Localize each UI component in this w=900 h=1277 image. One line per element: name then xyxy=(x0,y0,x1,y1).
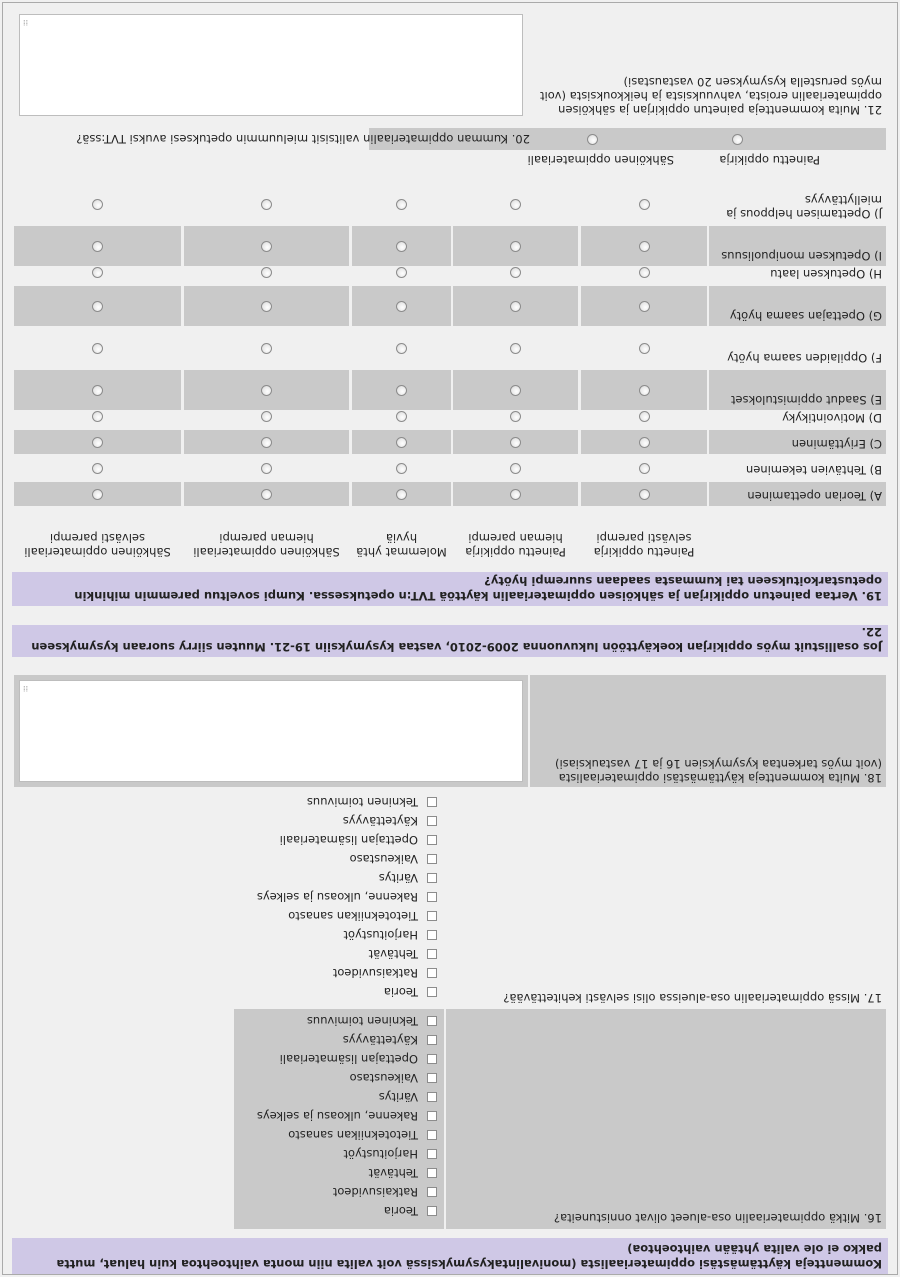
q21-comment-textarea[interactable] xyxy=(19,14,523,116)
q19-radio[interactable] xyxy=(510,343,521,354)
q17-option-label: Vaikeustaso xyxy=(349,852,418,866)
section-header xyxy=(12,1238,888,1274)
q19-radio[interactable] xyxy=(639,241,650,252)
q16-checkbox[interactable] xyxy=(427,1168,437,1178)
q17-checkbox[interactable] xyxy=(427,949,437,959)
q19-radio[interactable] xyxy=(92,199,103,210)
q16-option-label: Opettajan lisämateriaali xyxy=(279,1052,418,1066)
q16-checkbox[interactable] xyxy=(427,1187,437,1197)
q19-row-label: I) Opetuksen monipuolisuus xyxy=(721,249,882,263)
q19-radio[interactable] xyxy=(396,199,407,210)
q17-checkbox[interactable] xyxy=(427,873,437,883)
q19-column-header: Molemmat yhtä hyviä xyxy=(356,531,447,559)
q16-checkbox[interactable] xyxy=(427,1073,437,1083)
q17-option-label: Tekninen toimivuus xyxy=(306,795,418,809)
section-header-text: Kommentteja käyttämästäsi oppimateriaalista (monivalintakysymyksissä voit valita niin monta vaihtoehtoa kuin haluat, mutta pakko ei ole valita yhtään vaihtoehtoa) xyxy=(56,1242,882,1271)
q19-radio[interactable] xyxy=(92,267,103,278)
q19-radio[interactable] xyxy=(510,489,521,500)
q17-option-label: Opettajan lisämateriaali xyxy=(279,833,418,847)
q19-radio[interactable] xyxy=(92,301,103,312)
q17-checkbox[interactable] xyxy=(427,816,437,826)
q19-radio[interactable] xyxy=(261,301,272,312)
q16-option-label: Väritys xyxy=(378,1090,418,1104)
q20-radio[interactable] xyxy=(732,134,743,145)
q17-option-label: Tehtävät xyxy=(368,947,418,961)
q16-checkbox[interactable] xyxy=(427,1206,437,1216)
q16-label: 16. Mitkä oppimateriaalin osa-alueet olivat onnistuneita? xyxy=(553,1211,882,1225)
notice-bar xyxy=(12,625,888,657)
q19-row-label: A) Teorian opettaminen xyxy=(747,489,882,503)
resize-grip-icon[interactable]: ⁞⁞ xyxy=(23,18,29,27)
q19-radio[interactable] xyxy=(639,343,650,354)
q18-comment-textarea[interactable] xyxy=(19,680,523,782)
q19-label: 19. Vertaa painetun oppikirjan ja sähköisen oppimateriaalin käyttöä TVT:n opetuksessa. Kumpi soveltuu paremmin mihinkin opetustarkoitukseen tai kummasta saadaan suurempi hyöty? xyxy=(74,574,882,603)
q19-radio[interactable] xyxy=(639,199,650,210)
q19-radio[interactable] xyxy=(510,241,521,252)
q20-option-label: Sähköinen oppimateriaali xyxy=(527,153,674,167)
q19-radio[interactable] xyxy=(92,411,103,422)
q19-radio[interactable] xyxy=(396,437,407,448)
q19-radio[interactable] xyxy=(396,489,407,500)
q19-radio[interactable] xyxy=(639,489,650,500)
q16-option-label: Rakenne, ulkoasu ja selkeys xyxy=(256,1109,418,1123)
q19-row-label: C) Eriyttäminen xyxy=(791,437,882,451)
q17-option-label: Ratkaisuvideot xyxy=(332,966,418,980)
q19-radio[interactable] xyxy=(510,301,521,312)
q16-label-cell xyxy=(446,1009,886,1229)
q17-checkbox[interactable] xyxy=(427,987,437,997)
q19-radio[interactable] xyxy=(510,199,521,210)
q16-checkbox[interactable] xyxy=(427,1054,437,1064)
q17-checkbox[interactable] xyxy=(427,911,437,921)
q19-row-label: H) Opetuksen laatu xyxy=(770,267,882,281)
q20-radio[interactable] xyxy=(587,134,598,145)
q19-radio[interactable] xyxy=(639,301,650,312)
q19-radio[interactable] xyxy=(639,463,650,474)
q19-radio[interactable] xyxy=(92,385,103,396)
q17-checkbox[interactable] xyxy=(427,968,437,978)
q16-checkbox[interactable] xyxy=(427,1092,437,1102)
q19-row-label: B) Tehtävien tekeminen xyxy=(745,463,882,477)
q20-label: 20. Kumman oppimateriaalin valitsisit mieluummin opetuksesi avuksi TVT:ssä? xyxy=(76,132,530,146)
q19-radio[interactable] xyxy=(92,343,103,354)
q19-radio[interactable] xyxy=(261,267,272,278)
q19-row-label: F) Oppilaiden saama hyöty xyxy=(727,351,882,365)
q19-column-header: Painettu oppikirja selvästi parempi xyxy=(593,531,695,559)
q19-radio[interactable] xyxy=(261,411,272,422)
q19-radio[interactable] xyxy=(396,463,407,474)
q19-radio[interactable] xyxy=(396,411,407,422)
q19-radio[interactable] xyxy=(92,437,103,448)
q19-header-bar xyxy=(12,572,888,606)
q17-option-label: Käytettävyys xyxy=(342,814,418,828)
q19-radio[interactable] xyxy=(510,437,521,448)
q19-radio[interactable] xyxy=(639,437,650,448)
q17-option-label: Väritys xyxy=(378,871,418,885)
q18-label-text: 18. Muita kommentteja käyttämästäsi oppimateriaalista (voit myös tarkentaa kysymyksien 16 ja 17 vastauksiasi) xyxy=(555,757,882,785)
q19-radio[interactable] xyxy=(92,241,103,252)
q17-label: 17. Missä oppimateriaalin osa-alueissa olisi selvästi kehitettävää? xyxy=(503,991,882,1005)
q21-label xyxy=(532,75,882,117)
q19-radio[interactable] xyxy=(396,343,407,354)
q16-option-label: Tehtävät xyxy=(368,1166,418,1180)
q19-radio[interactable] xyxy=(261,489,272,500)
q16-checkbox[interactable] xyxy=(427,1149,437,1159)
q16-option-label: Tietotekniikan sanasto xyxy=(288,1128,418,1142)
q17-checkbox[interactable] xyxy=(427,930,437,940)
q19-radio[interactable] xyxy=(396,385,407,396)
q19-radio[interactable] xyxy=(92,489,103,500)
q16-checkbox[interactable] xyxy=(427,1130,437,1140)
q19-radio[interactable] xyxy=(510,411,521,422)
resize-grip-icon[interactable]: ⁞⁞ xyxy=(23,684,29,693)
q16-checkbox[interactable] xyxy=(427,1111,437,1121)
q16-option-label: Käytettävyys xyxy=(342,1033,418,1047)
q19-radio[interactable] xyxy=(396,241,407,252)
q19-row-label: J) Opettamisen helppous ja miellyttävyys xyxy=(726,193,882,221)
q19-column-header: Sähköinen oppimateriaali selvästi parempi xyxy=(24,531,171,559)
q17-option-label: Harjoitustyöt xyxy=(343,928,418,942)
q19-radio[interactable] xyxy=(396,301,407,312)
q19-column-header: Painettu oppikirja hieman parempi xyxy=(465,531,566,559)
q16-option-label: Teoria xyxy=(383,1204,418,1218)
q17-checkbox[interactable] xyxy=(427,854,437,864)
q19-radio[interactable] xyxy=(261,343,272,354)
q18-label xyxy=(536,757,882,785)
q17-option-label: Teoria xyxy=(383,985,418,999)
q19-radio[interactable] xyxy=(510,267,521,278)
q17-option-label: Rakenne, ulkoasu ja selkeys xyxy=(256,890,418,904)
q19-column-header: Sähköinen oppimateriaali hieman parempi xyxy=(193,531,340,559)
q20-option-label: Painettu oppikirja xyxy=(719,153,820,167)
q17-option-label: Tietotekniikan sanasto xyxy=(288,909,418,923)
q17-checkbox[interactable] xyxy=(427,797,437,807)
q17-checkbox[interactable] xyxy=(427,835,437,845)
q19-radio[interactable] xyxy=(261,199,272,210)
q19-row-label: E) Saadut oppimistulokset xyxy=(730,393,882,407)
q16-option-label: Tekninen toimivuus xyxy=(306,1014,418,1028)
notice-text: Jos osallistuit myös oppikirjan koekäyttöön lukuvuonna 2009-2010, vastaa kysymyksiin 19-21. Muuten siirry suoraan kysymykseen 22. xyxy=(31,625,882,654)
q16-option-label: Ratkaisuvideot xyxy=(332,1185,418,1199)
q19-radio[interactable] xyxy=(639,267,650,278)
q19-radio[interactable] xyxy=(396,267,407,278)
q16-checkbox[interactable] xyxy=(427,1016,437,1026)
q21-label-text: 21. Muita kommentteja painetun oppikirjan ja sähköisen oppimateriaalin eroista, vahvuuksista ja heikkouksista (voit myös perustella kysymyksen 20 vastaustasi) xyxy=(539,75,882,117)
q19-radio[interactable] xyxy=(261,385,272,396)
q19-radio[interactable] xyxy=(261,437,272,448)
q16-option-label: Harjoitustyöt xyxy=(343,1147,418,1161)
q17-checkbox[interactable] xyxy=(427,892,437,902)
q19-radio[interactable] xyxy=(510,463,521,474)
q19-radio[interactable] xyxy=(639,411,650,422)
q19-row-label: G) Opettajan saama hyöty xyxy=(729,309,882,323)
q16-checkbox[interactable] xyxy=(427,1035,437,1045)
q19-row-label: D) Motivointikyky xyxy=(782,411,882,425)
q19-radio[interactable] xyxy=(261,241,272,252)
q16-option-label: Vaikeustaso xyxy=(349,1071,418,1085)
q19-radio[interactable] xyxy=(510,385,521,396)
q19-radio[interactable] xyxy=(261,463,272,474)
q19-radio[interactable] xyxy=(639,385,650,396)
q19-radio[interactable] xyxy=(92,463,103,474)
